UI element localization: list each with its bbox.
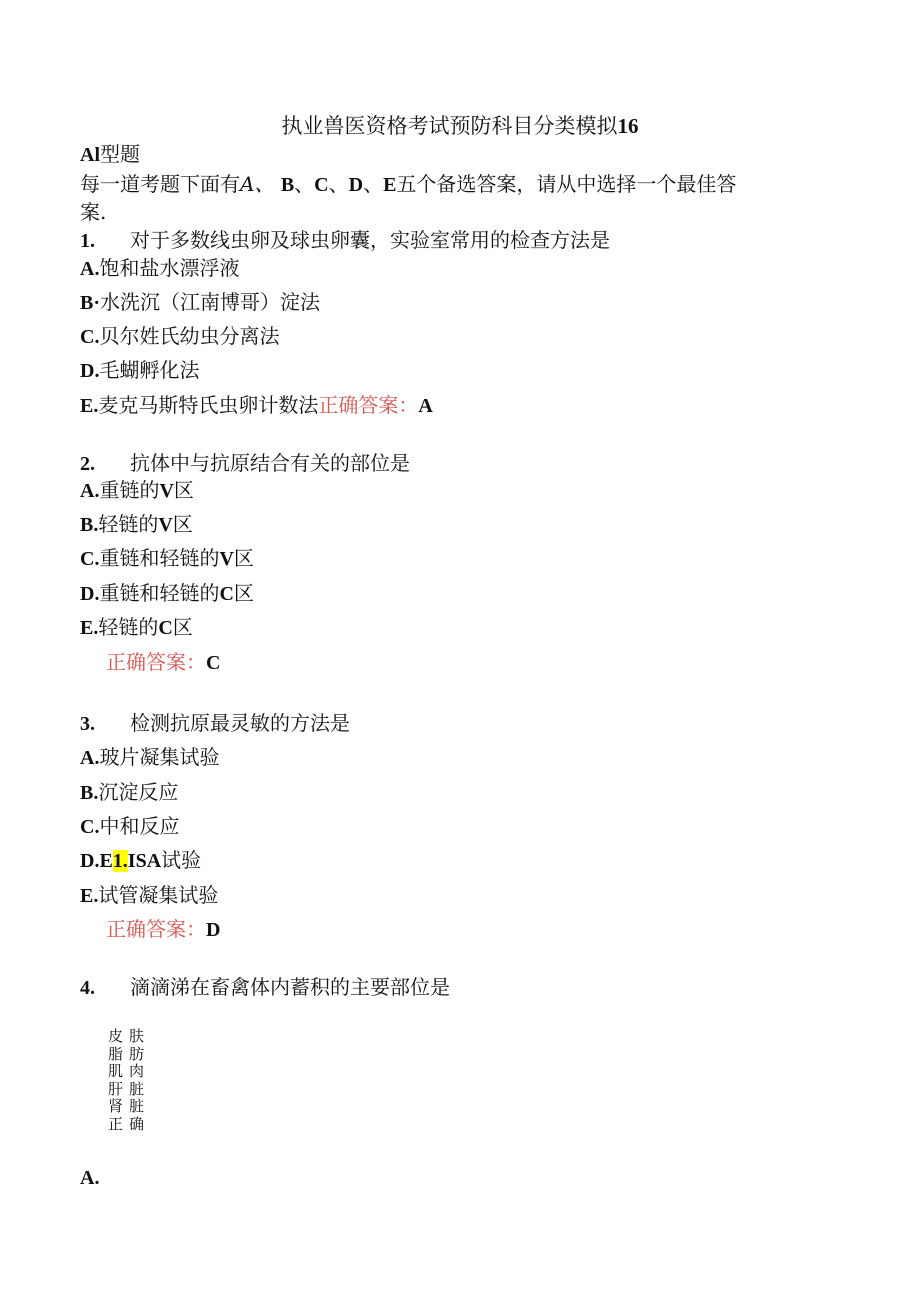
answer-label: 正确答案：	[318, 393, 419, 417]
question-2	[80, 450, 410, 477]
option-label: E.	[80, 617, 99, 639]
q1-option-d	[80, 357, 199, 384]
option-text-end: 区	[233, 546, 254, 570]
instructions-line-2: 案.	[80, 200, 107, 224]
q3-option-d	[80, 847, 201, 874]
option-label: B.	[80, 782, 99, 804]
title-text: 执业兽医资格考试预防科目分类模拟	[281, 114, 618, 138]
option-label: C.	[80, 548, 100, 570]
q2-option-c	[80, 545, 254, 572]
choice-item: 肌肉	[108, 1062, 151, 1081]
option-label: D.	[80, 583, 100, 605]
option-text: 贝尔姓氏幼虫分离法	[99, 324, 280, 348]
q2-answer	[106, 649, 220, 676]
choice-item: 正确	[108, 1114, 151, 1133]
instructions-letter-a: A、	[240, 172, 275, 196]
choice-item: 皮肤	[108, 1027, 151, 1045]
option-label: C.	[80, 326, 100, 348]
option-text-end: 区	[233, 581, 254, 605]
choice-item: 肾脏	[108, 1097, 151, 1116]
q2-option-a	[80, 477, 194, 504]
question-number: 2.	[80, 453, 95, 475]
question-text: 对于多数线虫卵及球虫卵囊，实验室常用的检查方法是	[130, 228, 610, 252]
option-text-end: 试验	[161, 848, 202, 872]
question-number: 4.	[80, 977, 95, 999]
option-text: 毛蝴孵化法	[99, 358, 200, 382]
option-text: 重链和轻链的	[99, 546, 220, 570]
section-heading	[80, 141, 140, 168]
option-code: V	[158, 514, 173, 536]
q1-option-b	[80, 289, 320, 316]
question-1	[80, 227, 610, 254]
option-code: C	[219, 583, 234, 605]
option-label: E.	[80, 395, 99, 417]
option-label: A.	[80, 258, 100, 280]
section-code: Al	[80, 144, 100, 166]
option-text: 重链和轻链的	[99, 581, 220, 605]
option-label: E.	[80, 885, 99, 907]
option-label: B.	[80, 514, 99, 536]
option-code: E	[99, 850, 113, 872]
option-label: D.	[80, 360, 100, 382]
option-text: 玻片凝集试验	[99, 745, 220, 769]
q3-option-a	[80, 744, 219, 771]
title-number: 16	[617, 114, 639, 138]
option-text: 轻链的	[98, 512, 159, 536]
option-text-end: 区	[173, 478, 194, 502]
option-text: 饱和盐水漂浮液	[99, 256, 240, 280]
question-text: 检测抗原最灵敏的方法是	[130, 711, 350, 735]
option-text: 轻链的	[98, 615, 159, 639]
q4-choice-list	[108, 1028, 150, 1134]
option-code: V	[159, 480, 174, 502]
q2-option-d	[80, 580, 254, 607]
q2-option-e	[80, 614, 193, 641]
q1-option-a	[80, 255, 239, 282]
instructions-letter-e: E	[383, 174, 397, 196]
option-text: 沉淀反应	[98, 780, 179, 804]
option-text: 麦克马斯特氏虫卵计数法	[98, 393, 319, 417]
q3-option-c	[80, 813, 179, 840]
instructions-text: 每一道考题下面有	[80, 172, 240, 196]
answer-value: C	[206, 652, 221, 674]
q2-option-b	[80, 511, 193, 538]
option-text: 试管凝集试验	[98, 883, 219, 907]
option-label: B·	[80, 292, 101, 314]
document-title	[0, 112, 920, 140]
q1-option-e	[80, 392, 433, 419]
option-code: C	[158, 617, 173, 639]
option-text-end: 区	[172, 512, 193, 536]
answer-label: 正确答案：	[106, 650, 206, 674]
option-code: ISA	[127, 850, 162, 872]
option-text: 水洗沉（江南博哥）淀法	[100, 290, 321, 314]
option-text: 重链的	[99, 478, 160, 502]
answer-value: A	[418, 395, 433, 417]
q4-option-a: A.	[80, 1167, 100, 1189]
choice-item: 肝脏	[108, 1079, 151, 1098]
instructions-text-end: 五个备选答案，请从中选择一个最佳答	[396, 172, 737, 196]
option-text: 中和反应	[99, 814, 180, 838]
question-3	[80, 710, 350, 737]
answer-label: 正确答案：	[106, 917, 206, 941]
instructions-letter-c: C	[314, 174, 329, 196]
q3-answer	[106, 916, 220, 943]
instructions-letter-d: D	[348, 174, 364, 196]
instructions-separator: 、	[328, 172, 349, 196]
option-text-end: 区	[172, 615, 193, 639]
q3-option-e	[80, 882, 218, 909]
question-text: 抗体中与抗原结合有关的部位是	[130, 451, 410, 475]
highlighted-text: 1.	[112, 850, 128, 872]
instructions-letter-b: B	[280, 174, 295, 196]
section-label: 型题	[100, 142, 140, 166]
question-4	[80, 974, 450, 1001]
q3-option-b	[80, 779, 178, 806]
question-number: 3.	[80, 713, 95, 735]
q1-option-c	[80, 323, 279, 350]
option-label: A.	[80, 747, 100, 769]
instructions-separator: 、	[294, 172, 315, 196]
option-label: D.	[80, 850, 100, 872]
answer-value: D	[206, 919, 221, 941]
option-code: V	[219, 548, 234, 570]
instructions-line-1	[80, 171, 736, 198]
question-text: 滴滴涕在畜禽体内蓄积的主要部位是	[130, 975, 450, 999]
instructions-separator: 、	[363, 172, 384, 196]
option-label: A.	[80, 480, 100, 502]
choice-item: 脂肪	[108, 1044, 151, 1063]
question-number: 1.	[80, 230, 95, 252]
option-label: C.	[80, 816, 100, 838]
